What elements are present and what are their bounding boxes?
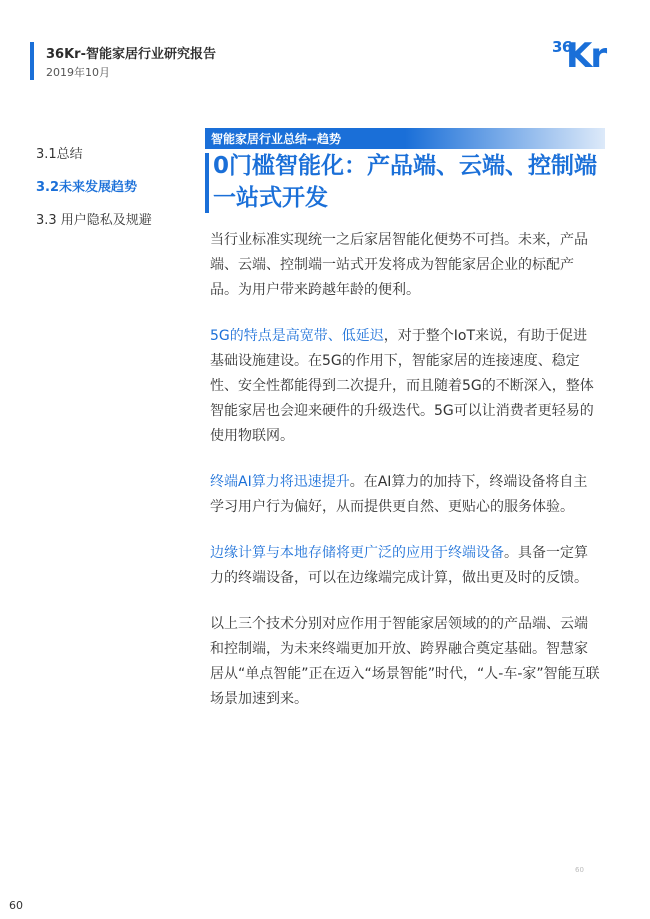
- table-of-contents: [36, 145, 152, 244]
- logo-text: Kr: [566, 36, 606, 76]
- toc-item-user-privacy[interactable]: 3.3 用户隐私及规避: [36, 213, 152, 228]
- page-title: 0门槛智能化：产品端、云端、控制端一站式开发: [213, 153, 598, 211]
- paragraph: [210, 470, 600, 520]
- toc-item-future-trends[interactable]: 3.2未来发展趋势: [36, 180, 138, 195]
- section-tag: [205, 128, 605, 149]
- 36kr-logo: [552, 38, 628, 78]
- paragraph-highlight: 5G的特点是高宽带、低延迟: [210, 328, 384, 344]
- paragraph-text: 以上三个技术分别对应作用于智能家居领域的的产品端、云端和控制端，为未来终端更加开放、跨界融合奠定基础。智慧家居从“单点智能”正在迈入“场景智能”时代，“人-车-家”智能互联场景加速到来。: [210, 616, 600, 707]
- paragraph-highlight: 终端AI算力将迅速提升: [210, 474, 350, 490]
- body-text: [210, 228, 600, 733]
- title-accent-bar: [205, 153, 209, 213]
- paragraph: [210, 541, 600, 591]
- paragraph-text: 当行业标准实现统一之后家居智能化便势不可挡。未来，产品端、云端、控制端一站式开发将成为智能家居企业的标配产品。为用户带来跨越年龄的便利。: [210, 232, 588, 298]
- paragraph: [210, 324, 600, 449]
- paragraph-text: 。在AI算力的加持下，终端设备将自主学习用户行为偏好，从而提供更自然、更贴心的服务体验。: [210, 474, 588, 515]
- header-accent-bar: [30, 42, 34, 80]
- toc-item-summary[interactable]: 3.1总结: [36, 147, 83, 162]
- paragraph: [210, 228, 600, 303]
- report-date: 2019年10月: [46, 66, 110, 79]
- logo-number: 36: [552, 38, 572, 56]
- page-number: 60: [9, 899, 23, 912]
- inner-page-number: 60: [575, 866, 584, 874]
- report-title: 36Kr-智能家居行业研究报告: [46, 47, 216, 62]
- paragraph: [210, 612, 600, 712]
- paragraph-text: 。具备一定算力的终端设备，可以在边缘端完成计算，做出更及时的反馈。: [210, 545, 588, 586]
- paragraph-text: ，对于整个IoT来说，有助于促进基础设施建设。在5G的作用下，智能家居的连接速度、稳定性、安全性都能得到二次提升，而且随着5G的不断深入，整体智能家居也会迎来硬件的升级迭代。5G可以让消费者更轻易的使用物联网。: [210, 328, 594, 444]
- section-tag-label: 智能家居行业总结--趋势: [211, 132, 341, 146]
- paragraph-highlight: 边缘计算与本地存储将更广泛的应用于终端设备: [210, 545, 504, 561]
